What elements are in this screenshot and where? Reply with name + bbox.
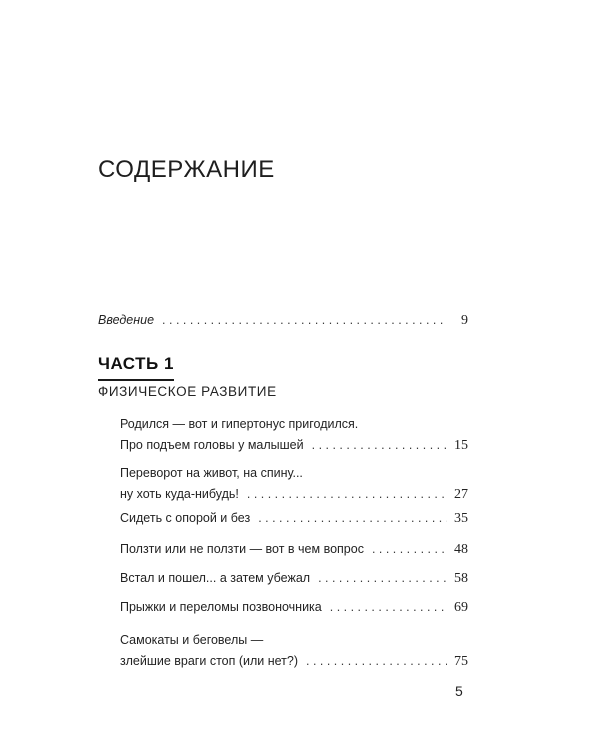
toc-entry-label: Про подъем головы у малышей [120,438,304,452]
dot-leader [312,435,447,456]
toc-entry-label-line1: Родился — вот и гипертонус пригодился. [120,417,359,431]
toc-entry-page-number: 27 [454,487,468,502]
dot-leader [306,651,447,672]
toc-entry-page-number: 69 [454,600,468,615]
toc-entry-page-number: 58 [454,571,468,586]
part-subtitle: ФИЗИЧЕСКОЕ РАЗВИТИЕ [98,384,277,399]
toc-entry-page-number: 75 [454,654,468,669]
toc-entry [120,630,468,672]
dot-leader [372,539,447,560]
toc-entry-label-line1: Переворот на живот, на спину... [120,466,303,480]
toc-entry-intro [98,313,468,329]
dot-leader [247,484,447,505]
dot-leader [162,313,447,327]
toc-entry [120,508,468,529]
toc-entry-page-number: 9 [461,313,468,328]
toc-entry-page-number: 35 [454,511,468,526]
toc-entry-label: Встал и пошел... а затем убежал [120,571,311,585]
toc-entry-label: злейшие враги стоп (или нет?) [120,654,299,668]
toc-entry-row [120,651,468,672]
toc-entry-row [120,568,468,589]
toc-entry [120,414,468,456]
toc-entry-row [120,508,468,529]
toc-entry-row [120,484,468,505]
dot-leader [258,508,447,529]
dot-leader [330,597,447,618]
toc-entry-row [120,539,468,560]
page-title: СОДЕРЖАНИЕ [98,156,275,183]
toc-entry [120,568,468,589]
dot-leader [318,568,447,589]
toc-entry-label-line1: Самокаты и беговелы — [120,633,264,647]
part-heading: ЧАСТЬ 1 [98,354,174,381]
page-folio-number: 5 [455,683,463,699]
toc-entry-label: Сидеть с опорой и без [120,511,251,525]
toc-entry-label: Ползти или не ползти — вот в чем вопрос [120,542,364,556]
toc-entry [120,539,468,560]
toc-entry-page-number: 15 [454,438,468,453]
toc-entry-page-number: 48 [454,542,468,557]
toc-entry-label: ну хоть куда-нибудь! [120,487,239,501]
toc-entry-label: Прыжки и переломы позвоночника [120,600,322,614]
toc-entry-row [120,597,468,618]
toc-entry [120,463,468,505]
toc-entry-row [120,435,468,456]
toc-entry [120,597,468,618]
toc-entry-label: Введение [98,313,155,327]
